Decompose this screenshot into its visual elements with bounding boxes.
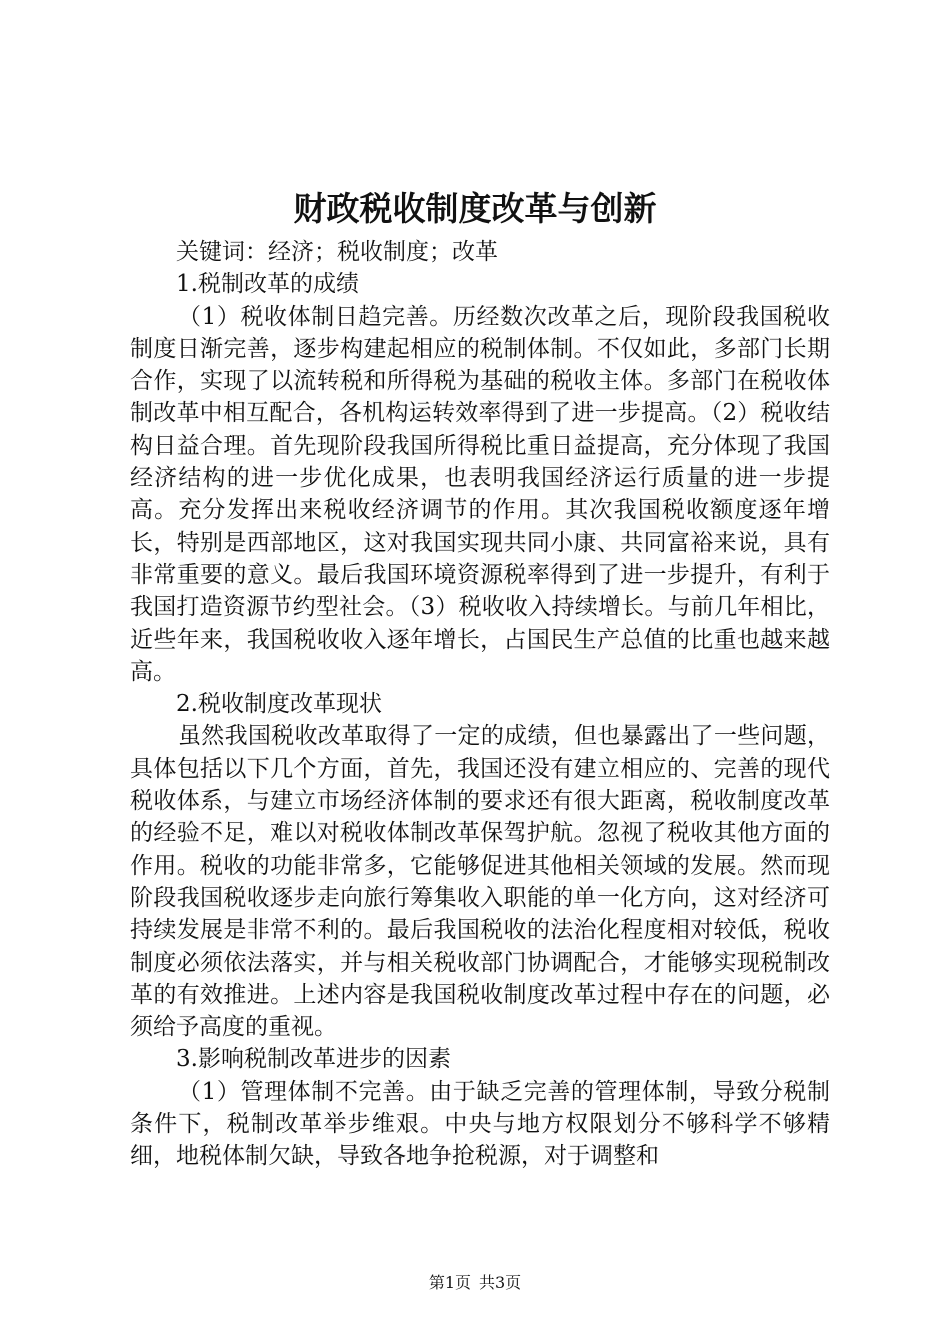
page-footer xyxy=(0,1272,950,1294)
page-number: 第1页 xyxy=(428,1273,471,1292)
document-title: 财政税收制度改革与创新 xyxy=(293,189,657,228)
page-total: 共3页 xyxy=(479,1273,522,1292)
section-heading-1: 1.税制改革的成绩 xyxy=(176,271,359,298)
section-heading-2: 2.税收制度改革现状 xyxy=(176,691,382,718)
section-paragraph-1: （1）税收体制日趋完善。历经数次改革之后，现阶段我国税收制度日渐完善，逐步构建起相应的税制体制。不仅如此，多部门长期合作，实现了以流转税和所得税为基础的税收主体。多部门在税收体制改革中相互配合，各机构运转效率得到了进一步提高。（2）税收结构日益合理。首先现阶段我国所得税比重日益提高，充分体现了我国经济结构的进一步优化成果，也表明我国经济运行质量的进一步提高。充分发挥出来税收经济调节的作用。其次我国税收额度逐年增长，特别是西部地区，这对我国实现共同小康、共同富裕来说，具有非常重要的意义。最后我国环境资源税率得到了进一步提升，有利于我国打造资源节约型社会。（3）税收收入持续增长。与前几年相比，近些年来，我国税收收入逐年增长，占国民生产总值的比重也越来越高。 xyxy=(130,303,830,685)
section-paragraph-3: （1）管理体制不完善。由于缺乏完善的管理体制，导致分税制条件下，税制改革举步维艰。中央与地方权限划分不够科学不够精细，地税体制欠缺，导致各地争抢税源，对于调整和 xyxy=(130,1078,830,1170)
section-paragraph-2: 虽然我国税收改革取得了一定的成绩，但也暴露出了一些问题，具体包括以下几个方面，首先，我国还没有建立相应的、完善的现代税收体系，与建立市场经济体制的要求还有很大距离，税收制度改革的经验不足，难以对税收体制改革保驾护航。忽视了税收其他方面的作用。税收的功能非常多，它能够促进其他相关领域的发展。然而现阶段我国税收逐步走向旅行筹集收入职能的单一化方向，这对经济可持续发展是非常不利的。最后我国税收的法治化程度相对较低，税收制度必须依法落实，并与相关税收部门协调配合，才能够实现税制改革的有效推进。上述内容是我国税收制度改革过程中存在的问题，必须给予高度的重视。 xyxy=(130,723,830,1041)
section-heading-3: 3.影响税制改革进步的因素 xyxy=(176,1046,451,1073)
document-body xyxy=(130,236,830,1173)
keywords-line: 关键词：经济；税收制度；改革 xyxy=(176,239,498,265)
